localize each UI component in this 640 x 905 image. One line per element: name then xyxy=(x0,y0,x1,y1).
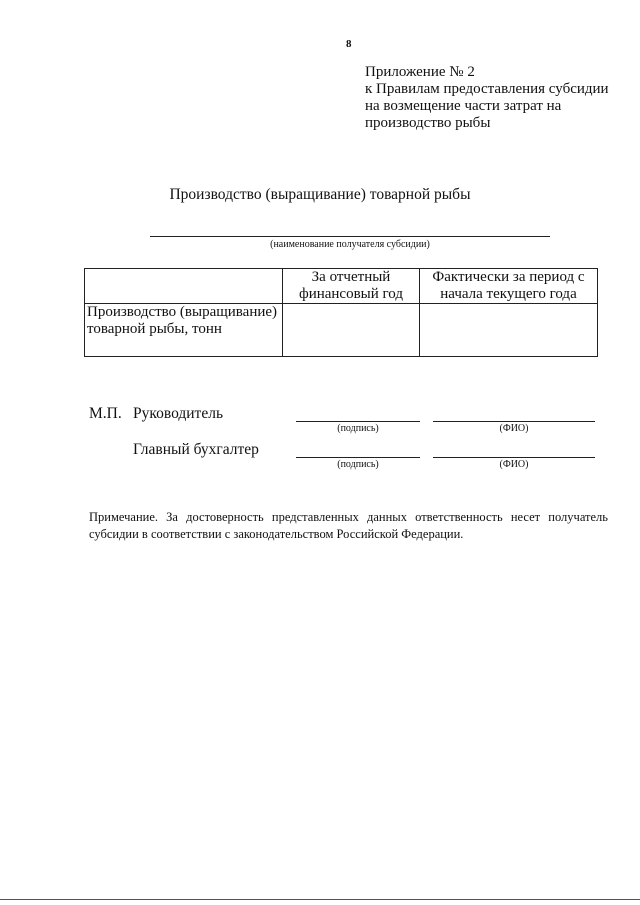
accountant-name-line[interactable] xyxy=(433,457,595,458)
appendix-line: к Правилам предоставления субсидии xyxy=(365,81,609,97)
scan-bottom-edge xyxy=(0,899,640,900)
appendix-header xyxy=(365,64,625,132)
accountant-signature-caption: (подпись) xyxy=(337,459,379,470)
accountant-signature-line[interactable] xyxy=(296,457,420,458)
table-row xyxy=(85,304,598,357)
appendix-line: на возмещение части затрат на xyxy=(365,98,562,114)
reporting-year-value-cell[interactable] xyxy=(283,304,420,357)
head-name-line[interactable] xyxy=(433,421,595,422)
stamp-placeholder-label: М.П. xyxy=(89,405,122,422)
actual-period-value-cell[interactable] xyxy=(420,304,598,357)
accountant-name-caption: (ФИО) xyxy=(499,459,529,470)
head-signature-line[interactable] xyxy=(296,421,420,422)
page-number: 8 xyxy=(346,38,352,50)
appendix-line: Приложение № 2 xyxy=(365,64,475,80)
note-paragraph: Примечание. За достоверность представленных данных ответственность несет получатель субсидии в соответствии с законодательством Российской Федерации. xyxy=(89,510,608,541)
head-label: Руководитель xyxy=(133,405,224,422)
header-reporting-year: За отчетный финансовый год xyxy=(283,269,420,304)
appendix-line: производство рыбы xyxy=(365,115,491,131)
chief-accountant-label: Главный бухгалтер xyxy=(133,441,259,458)
document-title: Производство (выращивание) товарной рыбы xyxy=(169,186,471,203)
head-signature-caption: (подпись) xyxy=(337,423,379,434)
row-label: Производство (выращивание) товарной рыбы, тонн xyxy=(85,304,283,357)
table-header-row xyxy=(85,269,598,304)
recipient-caption: (наименование получателя субсидии) xyxy=(270,239,430,250)
table-corner-cell xyxy=(85,269,283,304)
head-name-caption: (ФИО) xyxy=(499,423,529,434)
header-actual-period: Фактически за период с начала текущего года xyxy=(420,269,598,304)
recipient-name-field[interactable] xyxy=(150,236,550,237)
production-table xyxy=(84,268,598,357)
